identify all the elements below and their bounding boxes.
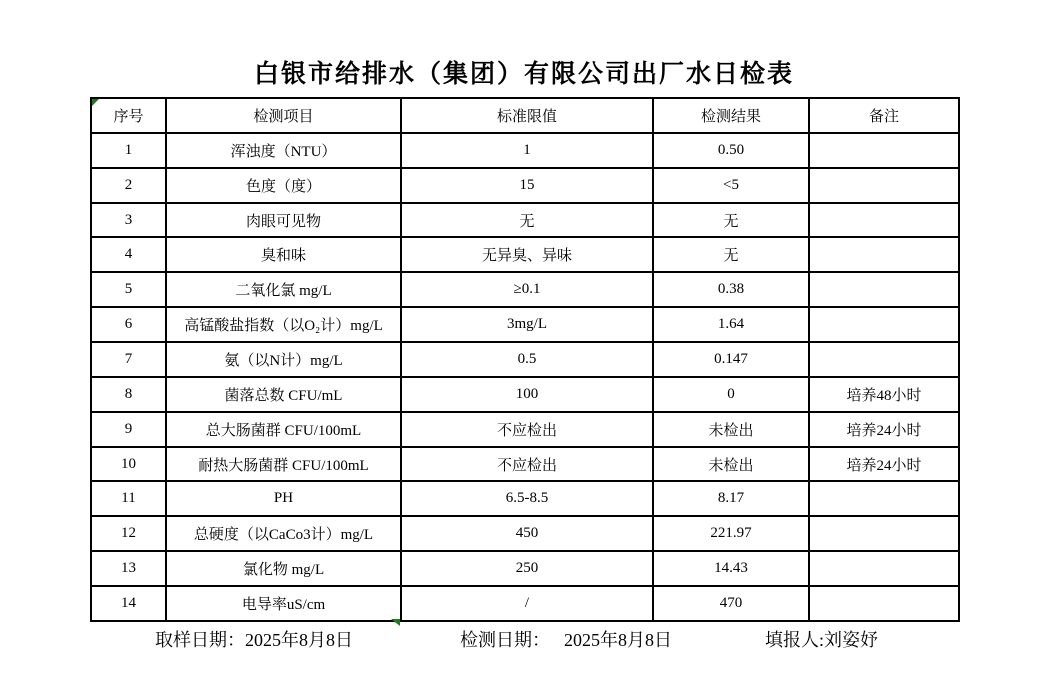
table-row	[91, 412, 959, 447]
cell-limit: /	[401, 586, 653, 621]
cell-item: 肉眼可见物	[166, 203, 401, 238]
cell-seq: 8	[91, 377, 166, 412]
cell-item: 高锰酸盐指数（以O₂计）mg/L	[166, 307, 401, 342]
cell-result: 无	[653, 237, 809, 272]
cell-seq: 9	[91, 412, 166, 447]
table-row	[91, 168, 959, 203]
reporter	[765, 626, 878, 652]
cell-result: 14.43	[653, 551, 809, 586]
cell-remark	[809, 307, 959, 342]
cell-seq: 12	[91, 516, 166, 551]
cell-item: 氯化物 mg/L	[166, 551, 401, 586]
cell-result: <5	[653, 168, 809, 203]
reporter-label: 填报人:	[765, 630, 825, 650]
cell-remark	[809, 168, 959, 203]
cell-result: 0.50	[653, 133, 809, 168]
cell-remark	[809, 342, 959, 377]
header-item: 检测项目	[166, 98, 401, 133]
cell-remark	[809, 203, 959, 238]
cell-result: 470	[653, 586, 809, 621]
reporter-name: 刘姿妤	[824, 630, 879, 650]
cell-result: 未检出	[653, 447, 809, 482]
table-row	[91, 481, 959, 516]
table-row	[91, 203, 959, 238]
cell-limit: 不应检出	[401, 412, 653, 447]
header-result: 检测结果	[653, 98, 809, 133]
cell-item: 总大肠菌群 CFU/100mL	[166, 412, 401, 447]
cell-limit: 15	[401, 168, 653, 203]
cell-remark	[809, 516, 959, 551]
table-row	[91, 516, 959, 551]
cell-limit: 1	[401, 133, 653, 168]
cell-item: 色度（度）	[166, 168, 401, 203]
page-title: 白银市给排水（集团）有限公司出厂水日检表	[253, 61, 794, 88]
cell-remark: 培养24小时	[809, 412, 959, 447]
excel-error-marker-icon	[92, 99, 99, 106]
cell-result: 无	[653, 203, 809, 238]
table-body	[91, 133, 959, 621]
table-row	[91, 272, 959, 307]
cell-limit: ≥0.1	[401, 272, 653, 307]
cell-limit: 450	[401, 516, 653, 551]
footer	[0, 626, 1043, 652]
cell-remark	[809, 133, 959, 168]
header-limit: 标准限值	[401, 98, 653, 133]
cell-seq: 5	[91, 272, 166, 307]
table-row	[91, 342, 959, 377]
cell-result: 0	[653, 377, 809, 412]
cell-remark	[809, 272, 959, 307]
cell-limit: 6.5-8.5	[401, 481, 653, 516]
test-date	[460, 626, 672, 652]
sampling-date-label: 取样日期：	[155, 630, 245, 650]
cell-limit: 不应检出	[401, 447, 653, 482]
cell-seq: 1	[91, 133, 166, 168]
table-row	[91, 307, 959, 342]
cell-item: 氨（以N计）mg/L	[166, 342, 401, 377]
cell-remark	[809, 481, 959, 516]
cell-limit: 3mg/L	[401, 307, 653, 342]
cell-limit: 250	[401, 551, 653, 586]
cell-item: 耐热大肠菌群 CFU/100mL	[166, 447, 401, 482]
cell-result: 1.64	[653, 307, 809, 342]
table-row	[91, 447, 959, 482]
inspection-table	[90, 97, 960, 622]
cell-seq: 4	[91, 237, 166, 272]
excel-bottom-marker-icon	[391, 619, 400, 626]
cell-remark: 培养48小时	[809, 377, 959, 412]
cell-result: 未检出	[653, 412, 809, 447]
cell-seq: 7	[91, 342, 166, 377]
cell-seq: 6	[91, 307, 166, 342]
cell-limit: 100	[401, 377, 653, 412]
table-row	[91, 377, 959, 412]
cell-limit: 0.5	[401, 342, 653, 377]
cell-item: 二氧化氯 mg/L	[166, 272, 401, 307]
test-date-value: 2025年8月8日	[564, 630, 672, 650]
table-header-row	[91, 98, 959, 133]
cell-seq: 11	[91, 481, 166, 516]
table-row	[91, 133, 959, 168]
cell-remark	[809, 237, 959, 272]
cell-result: 221.97	[653, 516, 809, 551]
cell-limit: 无	[401, 203, 653, 238]
cell-item: 电导率uS/cm	[166, 586, 401, 621]
sampling-date-value: 2025年8月8日	[245, 630, 353, 650]
cell-remark: 培养24小时	[809, 447, 959, 482]
cell-item: 菌落总数 CFU/mL	[166, 377, 401, 412]
cell-result: 0.147	[653, 342, 809, 377]
cell-seq: 2	[91, 168, 166, 203]
header-remark: 备注	[809, 98, 959, 133]
cell-item: 臭和味	[166, 237, 401, 272]
table-row	[91, 237, 959, 272]
cell-result: 0.38	[653, 272, 809, 307]
cell-remark	[809, 586, 959, 621]
cell-item: 总硬度（以CaCo3计）mg/L	[166, 516, 401, 551]
cell-seq: 10	[91, 447, 166, 482]
cell-limit: 无异臭、异味	[401, 237, 653, 272]
test-date-label: 检测日期：	[460, 630, 550, 650]
cell-seq: 13	[91, 551, 166, 586]
sampling-date	[155, 626, 353, 652]
cell-seq: 14	[91, 586, 166, 621]
cell-item: PH	[166, 481, 401, 516]
cell-remark	[809, 551, 959, 586]
cell-seq: 3	[91, 203, 166, 238]
table-row	[91, 586, 959, 621]
cell-item: 浑浊度（NTU）	[166, 133, 401, 168]
cell-result: 8.17	[653, 481, 809, 516]
table-row	[91, 551, 959, 586]
header-seq: 序号	[91, 98, 166, 133]
